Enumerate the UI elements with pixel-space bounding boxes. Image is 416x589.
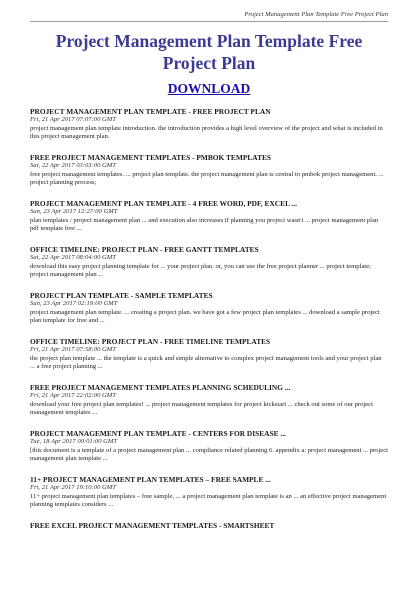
result-snippet: project management plan template. ... creating a project plan. we have got a few project plan templates ... download a sample project plan template for free and ... (30, 308, 380, 324)
result-entry (30, 383, 388, 429)
result-entry (30, 153, 388, 199)
result-title: FREE PROJECT MANAGEMENT TEMPLATES PLANNING SCHEDULING ... (30, 383, 291, 392)
result-entry (30, 337, 388, 383)
result-date: Fri, 21 Apr 2017 19:10:00 GMT (30, 484, 116, 491)
result-list (30, 107, 388, 567)
result-date: Sat, 22 Apr 2017 03:03:00 GMT (30, 162, 116, 169)
result-entry (30, 475, 388, 521)
result-entry (30, 521, 388, 567)
result-entry (30, 199, 388, 245)
result-snippet: free project management templates. ... project plan template. the project management plan is central to pmbok project management. ... project planning process; (30, 170, 384, 186)
result-title: FREE EXCEL PROJECT MANAGEMENT TEMPLATES - SMARTSHEET (30, 521, 275, 530)
page-title: Project Management Plan Template Free Project Plan (55, 31, 363, 73)
result-snippet: plan templates / project management plan ... and execution also increases if planning you project wasn't ... project management plan pdf template free ... (30, 216, 379, 232)
result-title: PROJECT MANAGEMENT PLAN TEMPLATE - 4 FREE WORD, PDF, EXCEL ... (30, 199, 297, 208)
result-entry (30, 245, 388, 291)
result-title: PROJECT PLAN TEMPLATE - SAMPLE TEMPLATES (30, 291, 213, 300)
result-snippet: the project plan template ... the template is a quick and simple alternative to complex project management tools and your project plan ... a free project planning ... (30, 354, 382, 370)
result-title: PROJECT MANAGEMENT PLAN TEMPLATE - CENTERS FOR DISEASE ... (30, 429, 286, 438)
result-snippet: download your free project plan templates! ... project management templates for project kickstart ... check out some of our project management templates ... (30, 400, 373, 416)
result-title: OFFICE TIMELINE: PROJECT PLAN - FREE TIMELINE TEMPLATES (30, 337, 271, 346)
result-entry (30, 429, 388, 475)
running-header: Project Management Plan Template Free Project Plan (30, 11, 388, 22)
result-title: 11+ PROJECT MANAGEMENT PLAN TEMPLATES – FREE SAMPLE ... (30, 475, 271, 484)
result-snippet: 11+ project management plan templates – free sample, ... a project management plan template is an ... an effective project management planning templates considers ... (30, 492, 387, 508)
result-title: OFFICE TIMELINE: PROJECT PLAN - FREE GANTT TEMPLATES (30, 245, 259, 254)
result-date: Sun, 23 Apr 2017 02:19:00 GMT (30, 300, 118, 307)
download-section (30, 81, 388, 97)
result-date: Fri, 21 Apr 2017 22:02:00 GMT (30, 392, 116, 399)
result-date: Fri, 21 Apr 2017 07:58:00 GMT (30, 346, 116, 353)
result-entry (30, 107, 388, 153)
result-date: Sat, 22 Apr 2017 08:04:00 GMT (30, 254, 116, 261)
result-date: Sun, 23 Apr 2017 12:27:00 GMT (30, 208, 118, 215)
result-snippet: [this document is a template of a project management plan ... compliance related planning 6. appendix a: project management ... project management plan template ... (30, 446, 388, 462)
result-title: PROJECT MANAGEMENT PLAN TEMPLATE - FREE PROJECT PLAN (30, 107, 271, 116)
result-snippet: download this easy project planning template for ... your project plan. or, you can use the free project planner ... project template; project management plan ... (30, 262, 371, 278)
result-date: Fri, 21 Apr 2017 07:07:00 GMT (30, 116, 116, 123)
result-date: Tue, 18 Apr 2017 00:01:00 GMT (30, 438, 118, 445)
result-snippet: project management plan template introduction. the introduction provides a high level overview of the project and what is included in this project management plan. (30, 124, 383, 140)
result-entry (30, 291, 388, 337)
result-title: FREE PROJECT MANAGEMENT TEMPLATES - PMBOK TEMPLATES (30, 153, 272, 162)
download-link[interactable]: DOWNLOAD (167, 81, 251, 96)
